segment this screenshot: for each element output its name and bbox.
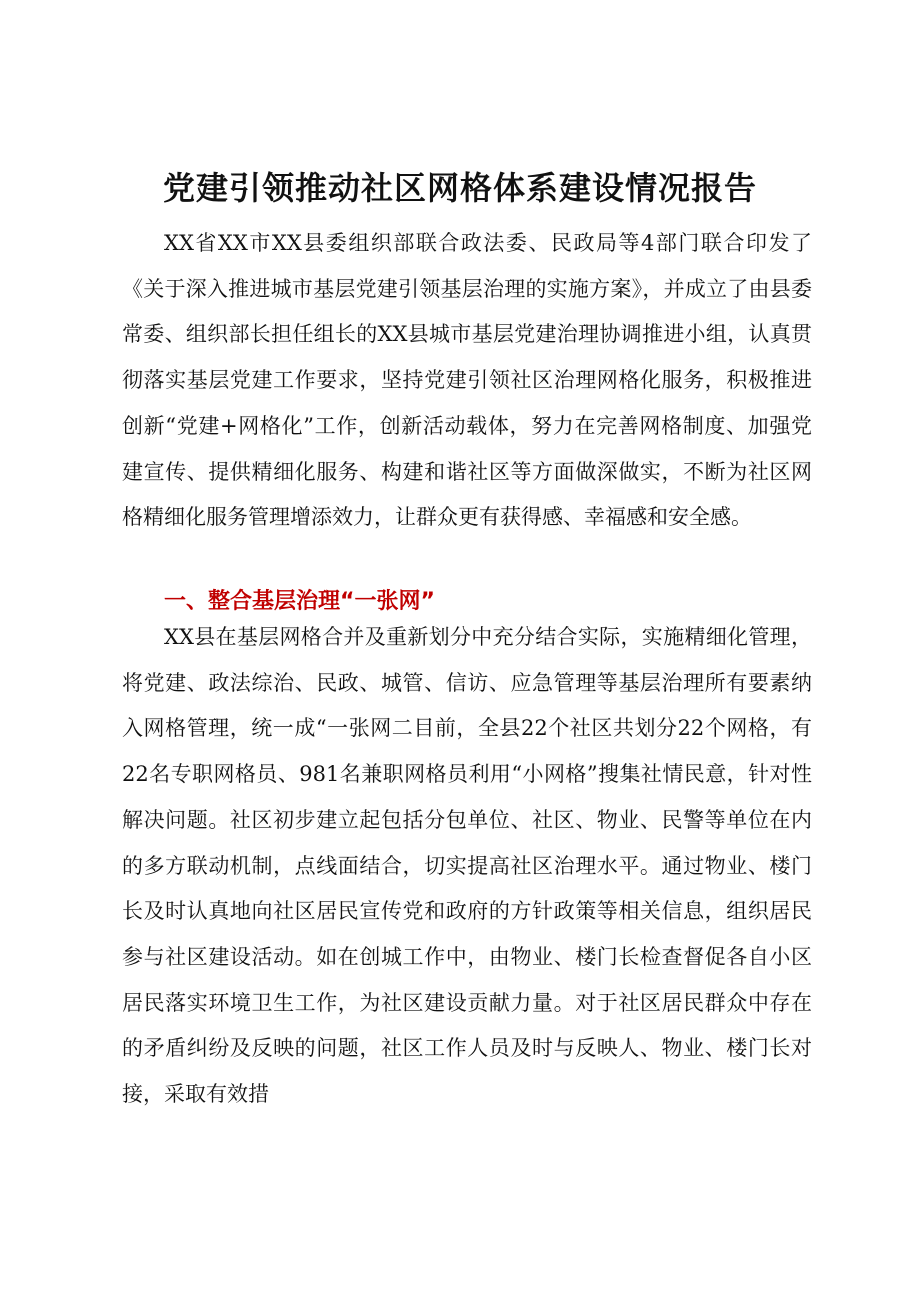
intro-paragraph: XX省XX市XX县委组织部联合政法委、民政局等4部门联合印发了《关于深入推进城市基层党建引领基层治理的实施方案》，并成立了由县委常委、组织部长担任组长的XX县城市基层党建治理协调推进小组，认真贯彻落实基层党建工作要求，坚持党建引领社区治理网格化服务，积极推进创新“党建+网格化”工作，创新活动载体，努力在完善网格制度、加强党建宣传、提供精细化服务、构建和谐社区等方面做深做实，不断为社区网格精细化服务管理增添效力，让群众更有获得感、幸福感和安全感。 [122, 231, 812, 530]
document-title: 党建引领推动社区网格体系建设情况报告 [162, 169, 757, 207]
section-heading: 一、整合基层治理“一张网” [164, 589, 435, 614]
section-paragraph: XX县在基层网格合并及重新划分中充分结合实际，实施精细化管理，将党建、政法综治、民政、城管、信访、应急管理等基层治理所有要素纳入网格管理，统一成“一张网二目前，全县22个社区共划分22个网格，有22名专职网格员、981名兼职网格员利用“小网格”搜集社情民意，针对性解决问题。社区初步建立起包括分包单位、社区、物业、民警等单位在内的多方联动机制，点线面结合，切实提高社区治理水平。通过物业、楼门长及时认真地向社区居民宣传党和政府的方针政策等相关信息，组织居民参与社区建设活动。如在创城工作中，由物业、楼门长检查督促各自小区居民落实环境卫生工作，为社区建设贡献力量。对于社区居民群众中存在的矛盾纠纷及反映的问题，社区工作人员及时与反映人、物业、楼门长对接，采取有效措 [122, 625, 812, 1107]
